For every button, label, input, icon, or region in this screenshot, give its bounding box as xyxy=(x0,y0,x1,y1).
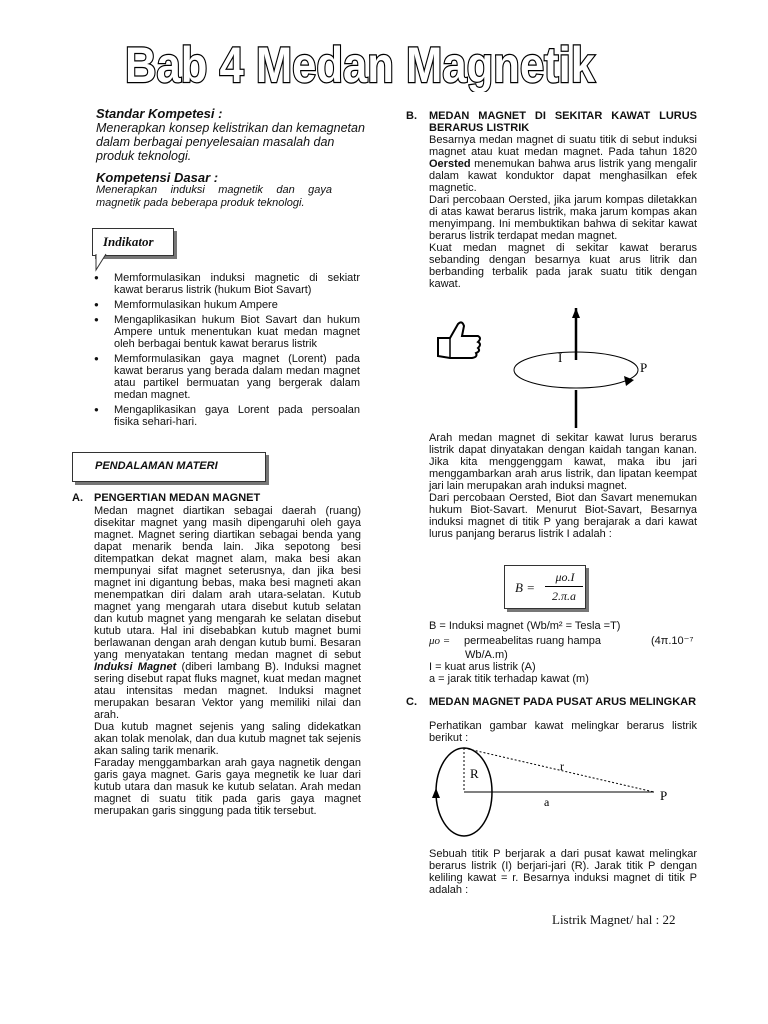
circular-loop-figure xyxy=(428,744,688,840)
page-title xyxy=(0,32,768,92)
section-b-body-2 xyxy=(429,432,697,540)
def-i: I = kuat arus listrik (A) xyxy=(429,661,536,673)
formula-lhs: B = xyxy=(515,580,535,595)
list-item: ● Memformulasikan induksi magnetic di sekiatr kawat berarus listrik (hukum Biot Savart) xyxy=(92,272,360,296)
formula-numerator: μo.I xyxy=(555,570,575,584)
def-a: a = jarak titik terhadap kawat (m) xyxy=(429,673,589,685)
section-a-paragraph-1: Medan magnet diartikan sebagai daerah (ruang) disekitar magnet yang masih dipengaruhi oleh gaya magnet. Magnet sering diartikan sebagai benda yang dapat menarik benda lain. Jika sepotong besi ditempatkan dekat magnet alam, maka besi akan mempunyai sifat magnet seterusnya, dan jika besi magnet ini digantung bebas, maka besi magneti akan menempatkan diri dalam arah utara-selatan. Kutub magnet yang mengarah utara disebut kutub selatan dan kutub magnet yang mengarah ke selatan disebut kutub utara. Hal ini disebabkan kutub magnet bumi berlawanan dengan arah dengan kutub bumi. Besaran yang menyatakan tentang medan magnet di sebut Induksi Magnet (diberi lambang B). Induksi magnet sering disebut rapat fluks magnet, kuat medan magnet atau intensitas medan magnet. Induksi magnet merupakan besaran Vektor yang memiliki nilai dan arah. xyxy=(94,505,361,721)
indikator-label: Indikator xyxy=(103,234,154,249)
label-a: a xyxy=(544,795,550,809)
section-a-paragraph-3: Faraday menggambarkan arah gaya nagnetik dengan garis gaya magnet. Garis gaya megnetik ke luar dari kutub utara dan masuk ke kutub selatan. Arah medan magnet di suatu titik pada garis gaya magnet merupakan garis singgung pada titik tersebut. xyxy=(94,757,361,817)
section-b-paragraph-3: Kuat medan magnet di sekitar kawat berarus sebanding dengan besarnya kuat arus litrik dan berbanding terbalik pada jarak suatu titik dengan kawat. xyxy=(429,242,697,290)
section-c-heading: MEDAN MAGNET PADA PUSAT ARUS MELINGKAR xyxy=(429,696,697,708)
kompetensi-text: Menerapkan induksi magnetik dan gaya magnetik pada beberapa produk teknologi. xyxy=(96,184,332,209)
page-footer: Listrik Magnet/ hal : 22 xyxy=(552,912,676,927)
section-c-letter: C. xyxy=(406,696,417,708)
def-mu-value: (4π.10⁻⁷ xyxy=(651,635,694,647)
indikator-list xyxy=(92,272,360,431)
standar-label: Standar Kompetesi : xyxy=(96,106,223,121)
def-mu-unit: Wb/A.m) xyxy=(465,649,508,661)
biot-savart-formula xyxy=(504,565,586,609)
label-r-radius: R xyxy=(470,766,479,781)
def-b: B = Induksi magnet (Wb/m² = Tesla =T) xyxy=(429,620,621,632)
section-b-paragraph-1: Besarnya medan magnet di suatu titik di sebut induksi magnet atau kuat medan magnet. Pada tahun 1820 Oersted menemukan bahwa arus listrik yang mengalir dalam kawat konduktor dapat menghasilkan efek magnetic. xyxy=(429,134,697,194)
section-a-body xyxy=(94,505,361,817)
section-c-paragraph-1: Perhatikan gambar kawat melingkar berarus listrik berikut : xyxy=(429,720,697,744)
pendalaman-box xyxy=(72,452,266,482)
formula-denominator: 2.π.a xyxy=(551,589,576,603)
section-c-paragraph-2: Sebuah titik P berjarak a dari pusat kawat melingkar berarus listrik (I) berjari-jari (R). Jarak titik P dengan keliling kawat = r. Besarnya induksi magnet di titik P adalah : xyxy=(429,848,697,896)
section-a-paragraph-2: Dua kutub magnet sejenis yang saling didekatkan akan tolak menolak, dan dua kutub magnet tak sejenis akan saling tarik menarik. xyxy=(94,721,361,757)
page-title-text: Bab 4 Medan Magnetik xyxy=(125,37,596,92)
section-b-body xyxy=(429,134,697,290)
indikator-callout-tail xyxy=(92,252,112,272)
section-a-heading: PENGERTIAN MEDAN MAGNET xyxy=(94,492,261,504)
section-b-paragraph-4: Arah medan magnet di sekitar kawat lurus berarus listrik dapat dinyatakan dengan kaidah tangan kanan. Jika kita menggenggam kawat, maka ibu jari menggambarkan arah arus listrik, dan lipatan keempat jari lain merupakan arah induksi magnet. xyxy=(429,432,697,492)
label-p: P xyxy=(640,360,648,375)
formula-definitions xyxy=(429,620,699,685)
list-item: ● Mengaplikasikan hukum Biot Savart dan hukum Ampere untuk menentukan kuat medan magnet oleh berbagai bentuk kawat berarus listrik xyxy=(92,314,360,350)
section-b-paragraph-5: Dari percobaan Oersted, Biot dan Savart menemukan hukum Biot-Savart. Menurut Biot-Savart, Besarnya induksi magnet di titik P yang berajarak a dari kawat lurus panjang berarus listrik I adalah : xyxy=(429,492,697,540)
label-i: I xyxy=(558,350,563,365)
section-b-heading: MEDAN MAGNET DI SEKITAR KAWAT LURUS BERARUS LISTRIK xyxy=(429,110,697,134)
def-mu-symbol: μo = xyxy=(429,635,451,647)
section-a-letter: A. xyxy=(72,492,83,504)
label-r-distance: r xyxy=(560,759,564,773)
list-item: ● Memformulasikan gaya magnet (Lorent) pada kawat berarus yang berada dalam medan magnet atau partikel bermuatan yang bergerak dalam medan magnet. xyxy=(92,353,360,401)
section-b-letter: B. xyxy=(406,110,417,122)
thumbs-up-icon xyxy=(434,318,484,364)
section-b-paragraph-2: Dari percobaan Oersted, jika jarum kompas diletakkan di atas kawat berarus listrik, maka jarum kompas akan menyimpang. Ini membuktikan bahwa di sekitar kawat berarus listrik terdapat medan magnet. xyxy=(429,194,697,242)
list-item: ● Mengaplikasikan gaya Lorent pada persoalan fisika sehari-hari. xyxy=(92,404,360,428)
pendalaman-label: PENDALAMAN MATERI xyxy=(95,460,218,472)
standar-text: Menerapkan konsep kelistrikan dan kemagnetan dalam berbagai penyelesaian masalah dan produk teknologi. xyxy=(96,121,365,163)
straight-wire-figure xyxy=(510,306,670,430)
kompetensi-label: Kompetensi Dasar : xyxy=(96,170,219,185)
def-mu-text: permeabelitas ruang hampa xyxy=(464,635,601,647)
label-p: P xyxy=(660,788,668,803)
current-arrow-icon xyxy=(572,308,580,318)
list-item: ● Memformulasikan hukum Ampere xyxy=(92,299,360,311)
line-r xyxy=(464,748,654,792)
loop-arrow-icon xyxy=(432,788,440,798)
